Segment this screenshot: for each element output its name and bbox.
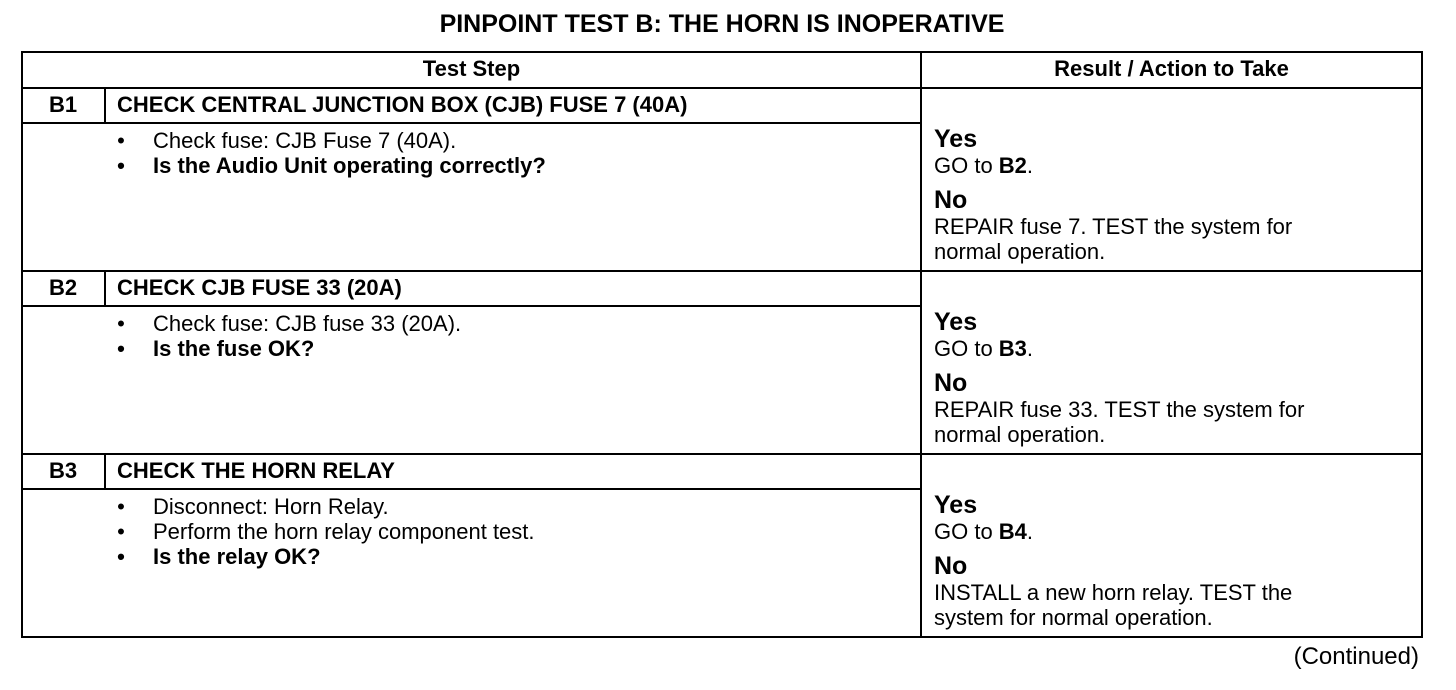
list-item <box>115 311 461 336</box>
list-item <box>115 153 546 178</box>
yes-target: B4 <box>998 519 1027 544</box>
step-actions-b3 <box>115 494 535 569</box>
action-text: Perform the horn relay component test. <box>153 519 535 544</box>
header-test-step: Test Step <box>422 56 521 81</box>
list-item <box>115 519 535 544</box>
b2-b3-divider <box>21 453 1423 455</box>
result-b1 <box>934 126 1394 264</box>
yes-action <box>934 153 1394 178</box>
no-label: No <box>934 552 968 580</box>
question-text: Is the relay OK? <box>153 544 321 569</box>
step-id-b2: B2 <box>48 275 78 300</box>
yes-action <box>934 519 1394 544</box>
no-action-line: normal operation. <box>934 422 1106 447</box>
yes-action-text: GO to <box>934 153 999 178</box>
result-b3 <box>934 492 1394 630</box>
list-item <box>115 544 535 569</box>
b2-title-divider <box>21 305 922 307</box>
list-item <box>115 336 461 361</box>
step-actions-b1 <box>115 128 546 178</box>
bullet-icon: • <box>117 544 125 569</box>
step-title-b3: CHECK THE HORN RELAY <box>117 458 395 483</box>
question-text: Is the fuse OK? <box>153 336 315 361</box>
no-label: No <box>934 369 968 397</box>
bullet-icon: • <box>117 128 125 153</box>
step-title-b2: CHECK CJB FUSE 33 (20A) <box>117 275 402 300</box>
header-divider <box>21 87 1423 89</box>
b3-title-divider <box>21 488 922 490</box>
action-text: Disconnect: Horn Relay. <box>153 494 389 519</box>
step-id-b3: B3 <box>48 458 78 483</box>
page-title: PINPOINT TEST B: THE HORN IS INOPERATIVE <box>439 10 1005 38</box>
step-title-b1: CHECK CENTRAL JUNCTION BOX (CJB) FUSE 7 (40A) <box>117 92 688 117</box>
yes-action-suffix: . <box>1026 336 1034 361</box>
bullet-icon: • <box>117 519 125 544</box>
no-action-line: normal operation. <box>934 239 1106 264</box>
no-action-line: system for normal operation. <box>934 605 1213 630</box>
yes-action-suffix: . <box>1026 153 1034 178</box>
yes-target: B3 <box>998 336 1027 361</box>
bullet-icon: • <box>117 336 125 361</box>
yes-action-text: GO to <box>934 336 999 361</box>
step-actions-b2 <box>115 311 461 361</box>
yes-action-text: GO to <box>934 519 999 544</box>
no-action-line: REPAIR fuse 33. TEST the system for <box>934 397 1305 422</box>
bullet-icon: • <box>117 153 125 178</box>
step-id-b1: B1 <box>48 92 78 117</box>
yes-label: Yes <box>934 491 978 519</box>
bullet-icon: • <box>117 311 125 336</box>
result-b2 <box>934 309 1394 447</box>
list-item <box>115 128 546 153</box>
no-action-line: REPAIR fuse 7. TEST the system for <box>934 214 1293 239</box>
continued-note: (Continued) <box>1293 643 1419 670</box>
yes-label: Yes <box>934 308 978 336</box>
bullet-icon: • <box>117 494 125 519</box>
yes-label: Yes <box>934 125 978 153</box>
list-item <box>115 494 535 519</box>
b1-title-divider <box>21 122 922 124</box>
yes-action <box>934 336 1394 361</box>
b1-b2-divider <box>21 270 1423 272</box>
action-text: Check fuse: CJB Fuse 7 (40A). <box>153 128 457 153</box>
yes-action-suffix: . <box>1026 519 1034 544</box>
yes-target: B2 <box>998 153 1027 178</box>
action-text: Check fuse: CJB fuse 33 (20A). <box>153 311 462 336</box>
header-result-action: Result / Action to Take <box>1054 56 1289 81</box>
question-text: Is the Audio Unit operating correctly? <box>153 153 546 178</box>
no-label: No <box>934 186 968 214</box>
column-divider <box>920 51 922 638</box>
no-action-line: INSTALL a new horn relay. TEST the <box>934 580 1293 605</box>
